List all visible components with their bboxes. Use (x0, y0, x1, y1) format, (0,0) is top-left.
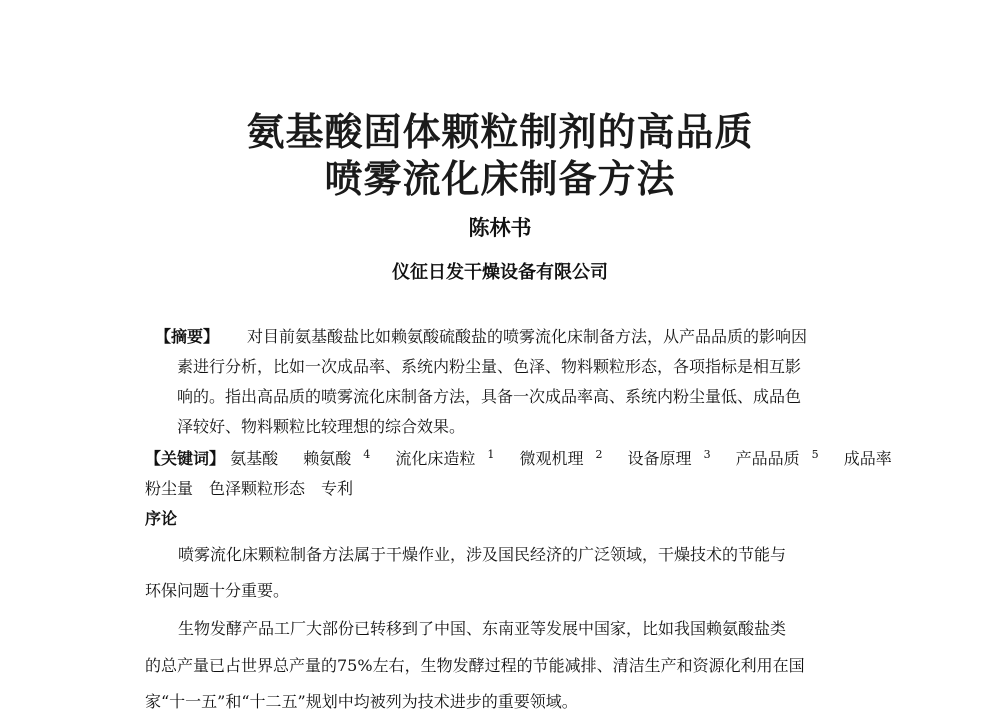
body-p2-line-1: 生物发酵产品工厂大部份已转移到了中国、东南亚等发展中国家，比如我国赖氨酸盐类 (178, 619, 787, 638)
abstract-label: 【摘要】 (155, 327, 220, 346)
abstract-line-1 (155, 325, 807, 349)
abstract-line-3: 响的。指出高品质的喷雾流化床制备方法，具备一次成品率高、系统内粉尘量低、成品色 (177, 387, 802, 406)
body-p1-line-1: 喷雾流化床颗粒制备方法属于干燥作业，涉及国民经济的广泛领域，干燥技术的节能与 (178, 545, 787, 564)
keyword: 流化床造粒 $^1$ (395, 448, 495, 468)
body-p2-line-2: 的总产量已占世界总产量的75%左右，生物发酵过程的节能减排、清洁生产和资源化利用在国 (145, 656, 805, 675)
keywords-line-2: 粉尘量 色泽颗粒形态 专利 (145, 479, 354, 498)
keyword: 设备原理 $^3$ (627, 448, 711, 468)
keyword: 成品率 (843, 449, 892, 468)
keywords-label: 【关键词】 (145, 449, 226, 468)
keywords-line-1 (145, 447, 912, 471)
abstract-text-1: 对目前氨基酸盐比如赖氨酸硫酸盐的喷雾流化床制备方法，从产品品质的影响因 (247, 327, 808, 346)
abstract-line-4: 泽较好、物料颗粒比较理想的综合效果。 (177, 417, 466, 436)
keyword: 赖氨酸 $^4$ (303, 448, 371, 468)
body-p1-line-2: 环保问题十分重要。 (145, 581, 290, 600)
keyword: 氨基酸 (230, 449, 279, 468)
keyword: 微观机理 $^2$ (519, 448, 603, 468)
body-p2-line-3: 家“十一五”和“十二五”规划中均被列为技术进步的重要领域。 (145, 692, 578, 711)
organization: 仪征日发干燥设备有限公司 (392, 262, 608, 283)
keyword: 产品品质 $^5$ (735, 448, 819, 468)
section-heading: 序论 (145, 509, 178, 528)
author: 陈林书 (468, 215, 532, 240)
title-line-2: 喷雾流化床制备方法 (324, 156, 676, 201)
abstract-line-2: 素进行分析，比如一次成品率、系统内粉尘量、色泽、物料颗粒形态，各项指标是相互影 (177, 357, 802, 376)
title-line-1: 氨基酸固体颗粒制剂的高品质 (246, 109, 754, 154)
